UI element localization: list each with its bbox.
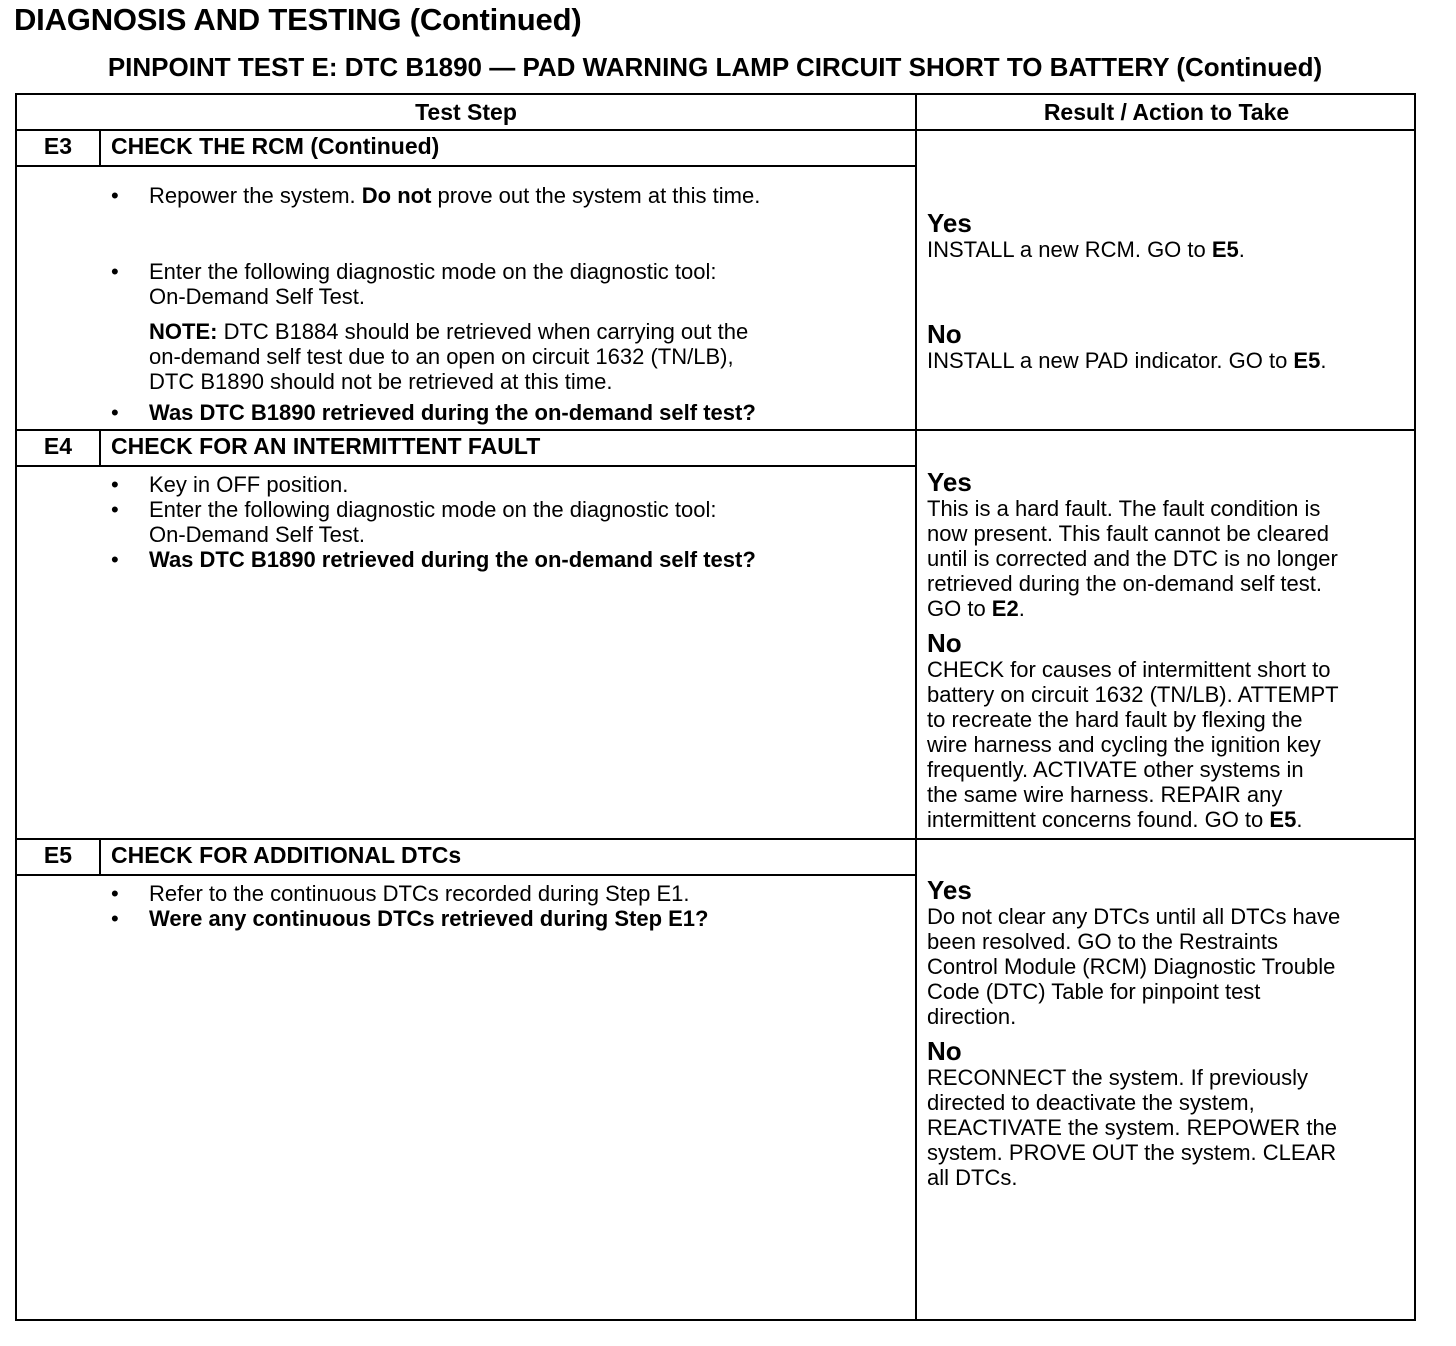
bullet-icon: • (111, 881, 119, 906)
bullet-icon: • (111, 259, 119, 284)
header-divider (17, 129, 1416, 131)
column-divider (915, 95, 917, 1321)
list-item: • Were any continuous DTCs retrieved during Step E1? (111, 906, 709, 931)
result-yes-e5: Yes Do not clear any DTCs until all DTCs have been resolved. GO to the Restraints Control Module (RCM) Diagnostic Trouble Code (DTC) Table for pinpoint test direction. (927, 875, 1341, 1029)
note-text: NOTE: DTC B1884 should be retrieved when carrying out the on-demand self test due to an open on circuit 1632 (TN/LB), DTC B1890 should not be retrieved at this time. (149, 319, 749, 394)
column-header-test-step: Test Step (415, 99, 517, 125)
pinpoint-test-table (15, 93, 1416, 1321)
bullet-icon: • (111, 400, 119, 425)
step-title-e5: CHECK FOR ADDITIONAL DTCs (111, 842, 462, 868)
bullet-icon: • (111, 547, 119, 572)
list-item: • Enter the following diagnostic mode on the diagnostic tool: On-Demand Self Test. (111, 497, 717, 547)
list-item: • Was DTC B1890 retrieved during the on-demand self test? (111, 547, 756, 572)
step-id-e4: E4 (43, 433, 73, 459)
step-id-divider (99, 429, 101, 465)
row-divider (17, 838, 1416, 840)
list-item: • Enter the following diagnostic mode on the diagnostic tool: On-Demand Self Test. (111, 259, 717, 309)
step-id-e5: E5 (43, 842, 73, 868)
list-item: • Repower the system. Do not prove out the system at this time. (111, 183, 761, 208)
list-item: • Refer to the continuous DTCs recorded during Step E1. (111, 881, 690, 906)
bullet-icon: • (111, 497, 119, 522)
bullet-icon: • (111, 472, 119, 497)
result-no-e5: No RECONNECT the system. If previously directed to deactivate the system, REACTIVATE the system. REPOWER the system. PROVE OUT the system. CLEAR all DTCs. (927, 1036, 1337, 1190)
step-id-divider (99, 838, 101, 874)
result-no-e4: No CHECK for causes of intermittent short to battery on circuit 1632 (TN/LB). ATTEMPT to recreate the hard fault by flexing the wire harness and cycling the ignition key frequently. ACTIVATE other systems in the same wire harness. REPAIR any intermittent concerns found. GO to E5. (927, 628, 1339, 832)
step-title-e4: CHECK FOR AN INTERMITTENT FAULT (111, 433, 541, 459)
result-yes-e3: Yes INSTALL a new RCM. GO to E5. (927, 208, 1245, 262)
list-item: • Key in OFF position. (111, 472, 349, 497)
result-yes-e4: Yes This is a hard fault. The fault condition is now present. This fault cannot be cleared until is corrected and the DTC is no longer retrieved during the on-demand self test. GO to E2. (927, 467, 1338, 621)
row-divider (17, 165, 915, 167)
bullet-icon: • (111, 906, 119, 931)
bullet-icon: • (111, 183, 119, 208)
pinpoint-test-title: PINPOINT TEST E: DTC B1890 — PAD WARNING LAMP CIRCUIT SHORT TO BATTERY (Continued) (107, 52, 1323, 82)
column-header-result: Result / Action to Take (1043, 99, 1290, 125)
step-id-e3: E3 (43, 133, 73, 159)
row-divider (17, 465, 915, 467)
list-item: • Was DTC B1890 retrieved during the on-demand self test? (111, 400, 756, 425)
row-divider (17, 429, 1416, 431)
step-id-divider (99, 129, 101, 165)
row-divider (17, 874, 915, 876)
page-title: DIAGNOSIS AND TESTING (Continued) (14, 2, 582, 37)
step-title-e3: CHECK THE RCM (Continued) (111, 133, 440, 159)
result-no-e3: No INSTALL a new PAD indicator. GO to E5. (927, 319, 1327, 373)
